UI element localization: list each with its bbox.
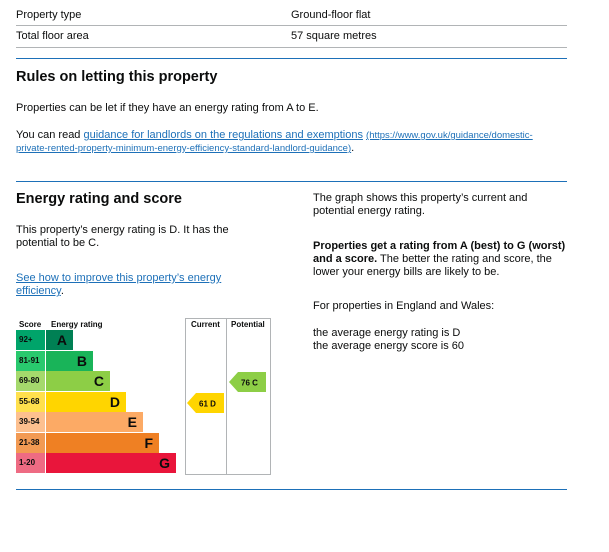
guidance-paragraph: [16, 129, 576, 155]
graph-line2: potential energy rating.: [313, 205, 425, 217]
potential-column: [226, 318, 271, 475]
current-rating-arrow: [187, 393, 225, 413]
current-header: Current: [191, 320, 220, 329]
section-divider: [16, 181, 567, 182]
letting-rule-text: Properties can be let if they have an energy rating from A to E.: [16, 102, 319, 114]
band-letter-f: F: [144, 434, 153, 451]
averages: [313, 327, 464, 353]
rating-text-line1: This property’s energy rating is D. It has the: [16, 224, 229, 236]
rating-text-line2: potential to be C.: [16, 237, 100, 249]
divider: [16, 47, 567, 48]
band-bar-d: [46, 392, 126, 412]
divider: [16, 25, 567, 26]
graph-line1: The graph shows this property’s current and: [313, 192, 528, 204]
band-score-d: 55-68: [16, 392, 45, 412]
line3: lower your energy bills are likely to be.: [313, 266, 500, 278]
bold-line2: and a score.: [313, 253, 378, 265]
band-bar-c: [46, 371, 110, 391]
band-letter-a: A: [56, 332, 67, 348]
band-score-a: 92+: [16, 330, 45, 350]
bold-line1: Properties get a rating from A (best) to G (worst): [313, 240, 566, 252]
potential-header: Potential: [231, 320, 265, 329]
section-divider: [16, 489, 567, 490]
improve-paragraph: [16, 272, 221, 298]
improve-link-2[interactable]: efficiency: [16, 285, 61, 297]
band-letter-g: G: [159, 455, 170, 471]
improve-link-1[interactable]: See how to improve this property’s energy: [16, 272, 222, 284]
band-bar-g: [46, 453, 176, 473]
band-bar-a: [46, 330, 73, 350]
floor-area-value: 57 square metres: [291, 30, 377, 42]
property-type-label: Property type: [16, 9, 82, 21]
period: .: [351, 142, 355, 154]
band-score-e: 39-54: [16, 412, 45, 432]
energy-heading: Energy rating and score: [16, 191, 182, 207]
rating-header: Energy rating: [51, 320, 103, 329]
band-letter-c: C: [93, 373, 104, 389]
band-letter-b: B: [76, 352, 87, 369]
property-type-value: Ground-floor flat: [291, 9, 371, 21]
band-score-b: 81-91: [16, 351, 45, 371]
graph-description: [313, 192, 527, 218]
guidance-url-1[interactable]: (https://www.gov.uk/guidance/domestic-: [366, 130, 533, 141]
guidance-link[interactable]: guidance for landlords on the regulations and exemptions: [83, 129, 363, 141]
line2-rest: The better the rating and score, the: [377, 253, 552, 265]
energy-rating-chart: [16, 318, 270, 475]
rating-text: [16, 224, 229, 250]
band-letter-e: E: [127, 414, 137, 430]
section-divider: [16, 58, 567, 59]
rating-explanation: [313, 240, 565, 279]
guidance-url-2[interactable]: private-rented-property-minimum-energy-efficiency-standard-landlord-guidance): [16, 143, 352, 154]
band-score-c: 69-80: [16, 371, 45, 391]
potential-rating-arrow: [229, 372, 267, 392]
floor-area-label: Total floor area: [16, 30, 89, 42]
average-score: the average energy score is 60: [313, 340, 465, 352]
band-bar-f: [46, 433, 159, 453]
read-prefix: You can read: [16, 129, 81, 141]
band-bar-e: [46, 412, 143, 432]
potential-rating-label: 76 C: [241, 378, 258, 388]
band-score-f: 21-38: [16, 433, 45, 453]
band-score-g: 1-20: [16, 453, 45, 473]
band-bar-b: [46, 351, 93, 371]
score-header: Score: [19, 320, 42, 329]
letting-heading: Rules on letting this property: [16, 69, 218, 85]
regions-text: For properties in England and Wales:: [313, 300, 495, 312]
band-letter-d: D: [109, 393, 120, 410]
current-rating-label: 61 D: [199, 399, 216, 408]
period: .: [60, 285, 64, 297]
average-rating: the average energy rating is D: [313, 327, 461, 339]
